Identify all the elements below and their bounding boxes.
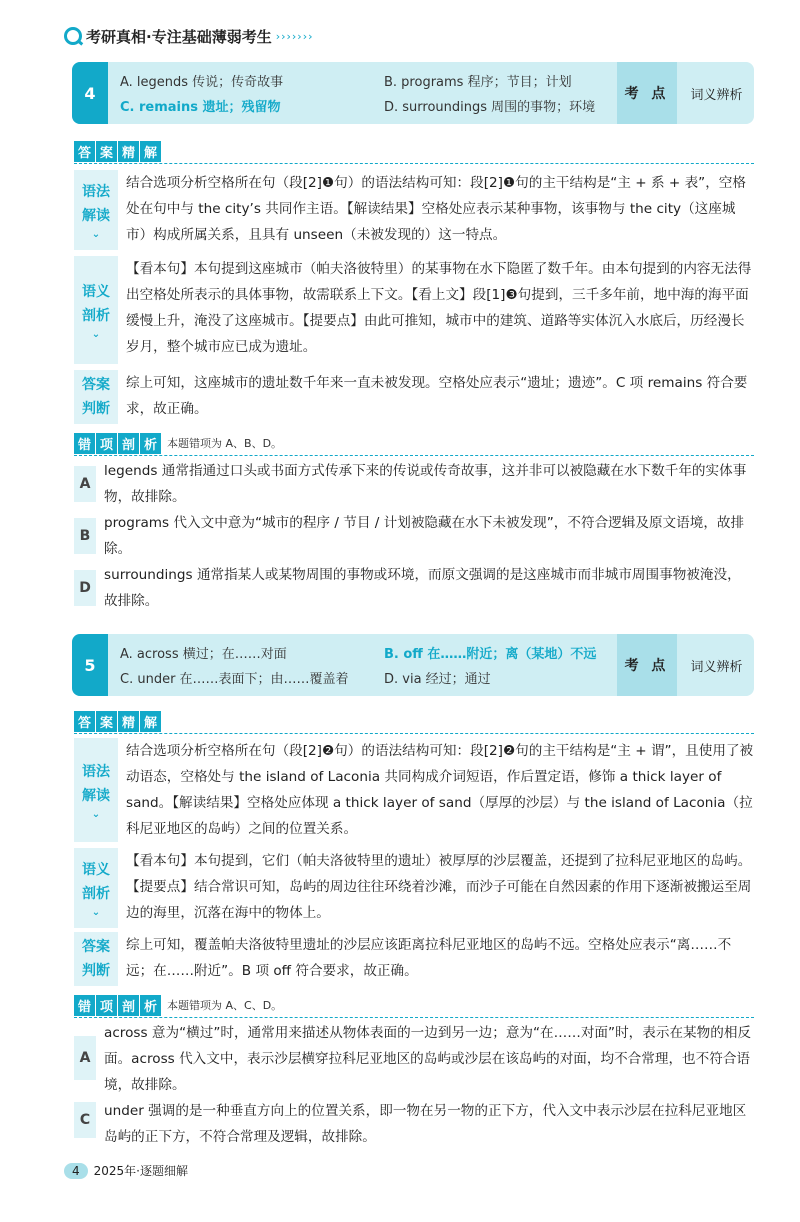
side-label-text: 语法解读	[82, 764, 110, 804]
option-b: B. programs 程序；节目；计划	[384, 75, 572, 90]
question-number: 5	[72, 634, 108, 696]
option-d: D. via 经过；通过	[384, 672, 491, 687]
option-a: A. legends 传说；传奇故事	[120, 75, 284, 90]
analysis-semantic-text: 【看本句】本句提到，它们（帕夫洛彼特里的遗址）被厚厚的沙层覆盖，还提到了拉科尼亚地区的岛屿。【提要点】结合常识可知，岛屿的周边往往环绕着沙滩，而沙子可能在自然因素的作用下逐渐被搬运至周边的海里，沉落在海中的物体上。	[126, 853, 752, 921]
side-label-text: 答案判断	[82, 377, 110, 417]
title-char: 精	[118, 711, 139, 732]
option-c-correct: C. remains 遗址；残留物	[120, 100, 281, 115]
wrong-option-letter: B	[74, 518, 96, 554]
question-number: 4	[72, 62, 108, 124]
title-char: 剖	[118, 995, 139, 1016]
kaodian-label: 考 点	[617, 634, 677, 696]
option-c: C. under 在……表面下；由……覆盖着	[120, 672, 349, 687]
wrong-option-text: programs 代入文中意为“城市的程序 / 节目 / 计划被隐藏在水下未被发现”，不符合逻辑及原文语境，故排除。	[104, 515, 745, 557]
chevron-down-icon: ⌄	[91, 229, 101, 240]
side-label-text: 语义剖析	[82, 862, 110, 902]
wrong-section-title	[74, 432, 754, 454]
wrong-option-letter: A	[74, 1036, 96, 1080]
dashed-divider	[74, 455, 754, 456]
chevron-down-icon: ⌄	[91, 329, 101, 340]
title-char: 答	[74, 711, 95, 732]
chevron-down-icon: ⌄	[91, 809, 101, 820]
title-char: 案	[96, 141, 117, 162]
header-title: 考研真相·专注基础薄弱考生	[86, 27, 272, 46]
wrong-option-text: legends 通常指通过口头或书面方式传承下来的传说或传奇故事，这并非可以被隐藏在水下数千年的实体事物，故排除。	[104, 463, 747, 505]
side-label-answer	[74, 370, 118, 424]
analysis-grammar-text: 结合选项分析空格所在句（段[2]❷句）的语法结构可知：段[2]❷句的主干结构是“主 + 谓”，且使用了被动语态，空格处与 the island of Laconia 共同构成介词短语，作后置定语，修饰 a thick layer of sand。【解读结果】空格处应体现 a thick layer of sand（厚厚的沙层）与 the island of Laconia（拉科尼亚地区的岛屿）之间的位置关系。	[126, 743, 754, 837]
wrong-option-letter: A	[74, 466, 96, 502]
chevron-down-icon: ⌄	[91, 907, 101, 918]
title-char: 答	[74, 141, 95, 162]
analysis-semantic-text: 【看本句】本句提到这座城市（帕夫洛彼特里）的某事物在水下隐匿了数千年。由本句提到的内容无法得出空格处所表示的具体事物，故需联系上下文。【看上文】段[1]❸句提到，三千多年前，地中海的海平面缓慢上升，淹没了这座城市。【提要点】由此可推知，城市中的建筑、道路等实体沉入水底后，历经漫长岁月，整个城市应已成为遗址。	[126, 261, 752, 355]
title-char: 案	[96, 711, 117, 732]
option-b-correct: B. off 在……附近；离（某地）不远	[384, 647, 597, 662]
analysis-grammar-text: 结合选项分析空格所在句（段[2]❶句）的语法结构可知：段[2]❶句的主干结构是“主 + 系 + 表”，空格处在句中与 the city’s 共同作主语。【解读结果】空格处应表示某种事物，该事物与 the city（这座城市）构成所属关系，且具有 unseen（未被发现的）这一特点。	[126, 175, 746, 243]
wrong-option-letter: C	[74, 1102, 96, 1138]
side-label-semantic	[74, 848, 118, 928]
title-char: 项	[96, 433, 117, 454]
wrong-note: 本题错项为 A、B、D。	[167, 437, 283, 450]
wrong-option-text: surroundings 通常指某人或某物周围的事物或环境，而原文强调的是这座城市而非城市周围事物被淹没，故排除。	[104, 567, 741, 609]
question-bar-4	[72, 62, 754, 124]
title-char: 解	[140, 141, 161, 162]
title-char: 解	[140, 711, 161, 732]
side-label-text: 语义剖析	[82, 284, 110, 324]
side-label-text: 答案判断	[82, 939, 110, 979]
kaodian-value: 词义辨析	[690, 87, 743, 103]
title-char: 析	[140, 433, 161, 454]
title-char: 精	[118, 141, 139, 162]
footer-text: 2025年·逐题细解	[93, 1164, 188, 1178]
dashed-divider	[74, 163, 754, 164]
option-a: A. across 横过；在……对面	[120, 647, 287, 662]
side-label-grammar	[74, 170, 118, 250]
analysis-answer-text: 综上可知，这座城市的遗址数千年来一直未被发现。空格处应表示“遗址；遗迹”。C 项 remains 符合要求，故正确。	[126, 375, 748, 417]
question-bar-5	[72, 634, 754, 696]
wrong-option-text: under 强调的是一种垂直方向上的位置关系，即一物在另一物的正下方，代入文中表示沙层在拉科尼亚地区岛屿的正下方，不符合常理及逻辑，故排除。	[104, 1103, 747, 1145]
analysis-answer-text: 综上可知，覆盖帕夫洛彼特里遗址的沙层应该距离拉科尼亚地区的岛屿不远。空格处应表示“离……不远；在……附近”。B 项 off 符合要求，故正确。	[126, 937, 732, 979]
side-label-semantic	[74, 256, 118, 364]
side-label-text: 语法解读	[82, 184, 110, 224]
side-label-grammar	[74, 738, 118, 842]
search-logo-icon	[64, 27, 82, 45]
wrong-section-title	[74, 994, 754, 1016]
answer-section-title	[74, 140, 754, 162]
title-char: 错	[74, 433, 95, 454]
side-label-answer	[74, 932, 118, 986]
page-number: 4	[64, 1163, 88, 1179]
answer-section-title	[74, 710, 754, 732]
wrong-option-letter: D	[74, 570, 96, 606]
title-char: 错	[74, 995, 95, 1016]
dashed-divider	[74, 733, 754, 734]
kaodian-value: 词义辨析	[690, 659, 743, 675]
page-footer	[64, 1162, 188, 1179]
wrong-option-text: across 意为“横过”时，通常用来描述从物体表面的一边到另一边；意为“在……对面”时，表示在某物的相反面。across 代入文中，表示沙层横穿拉科尼亚地区的岛屿或沙层在该岛屿的对面，均不合常理，也不符合语境，故排除。	[104, 1025, 752, 1093]
title-char: 项	[96, 995, 117, 1016]
header-arrows: ›››››››	[275, 29, 314, 43]
wrong-note: 本题错项为 A、C、D。	[167, 999, 283, 1012]
title-char: 析	[140, 995, 161, 1016]
kaodian-label: 考 点	[617, 62, 677, 124]
dashed-divider	[74, 1017, 754, 1018]
title-char: 剖	[118, 433, 139, 454]
page-header	[64, 22, 314, 50]
option-d: D. surroundings 周围的事物；环境	[384, 100, 596, 115]
